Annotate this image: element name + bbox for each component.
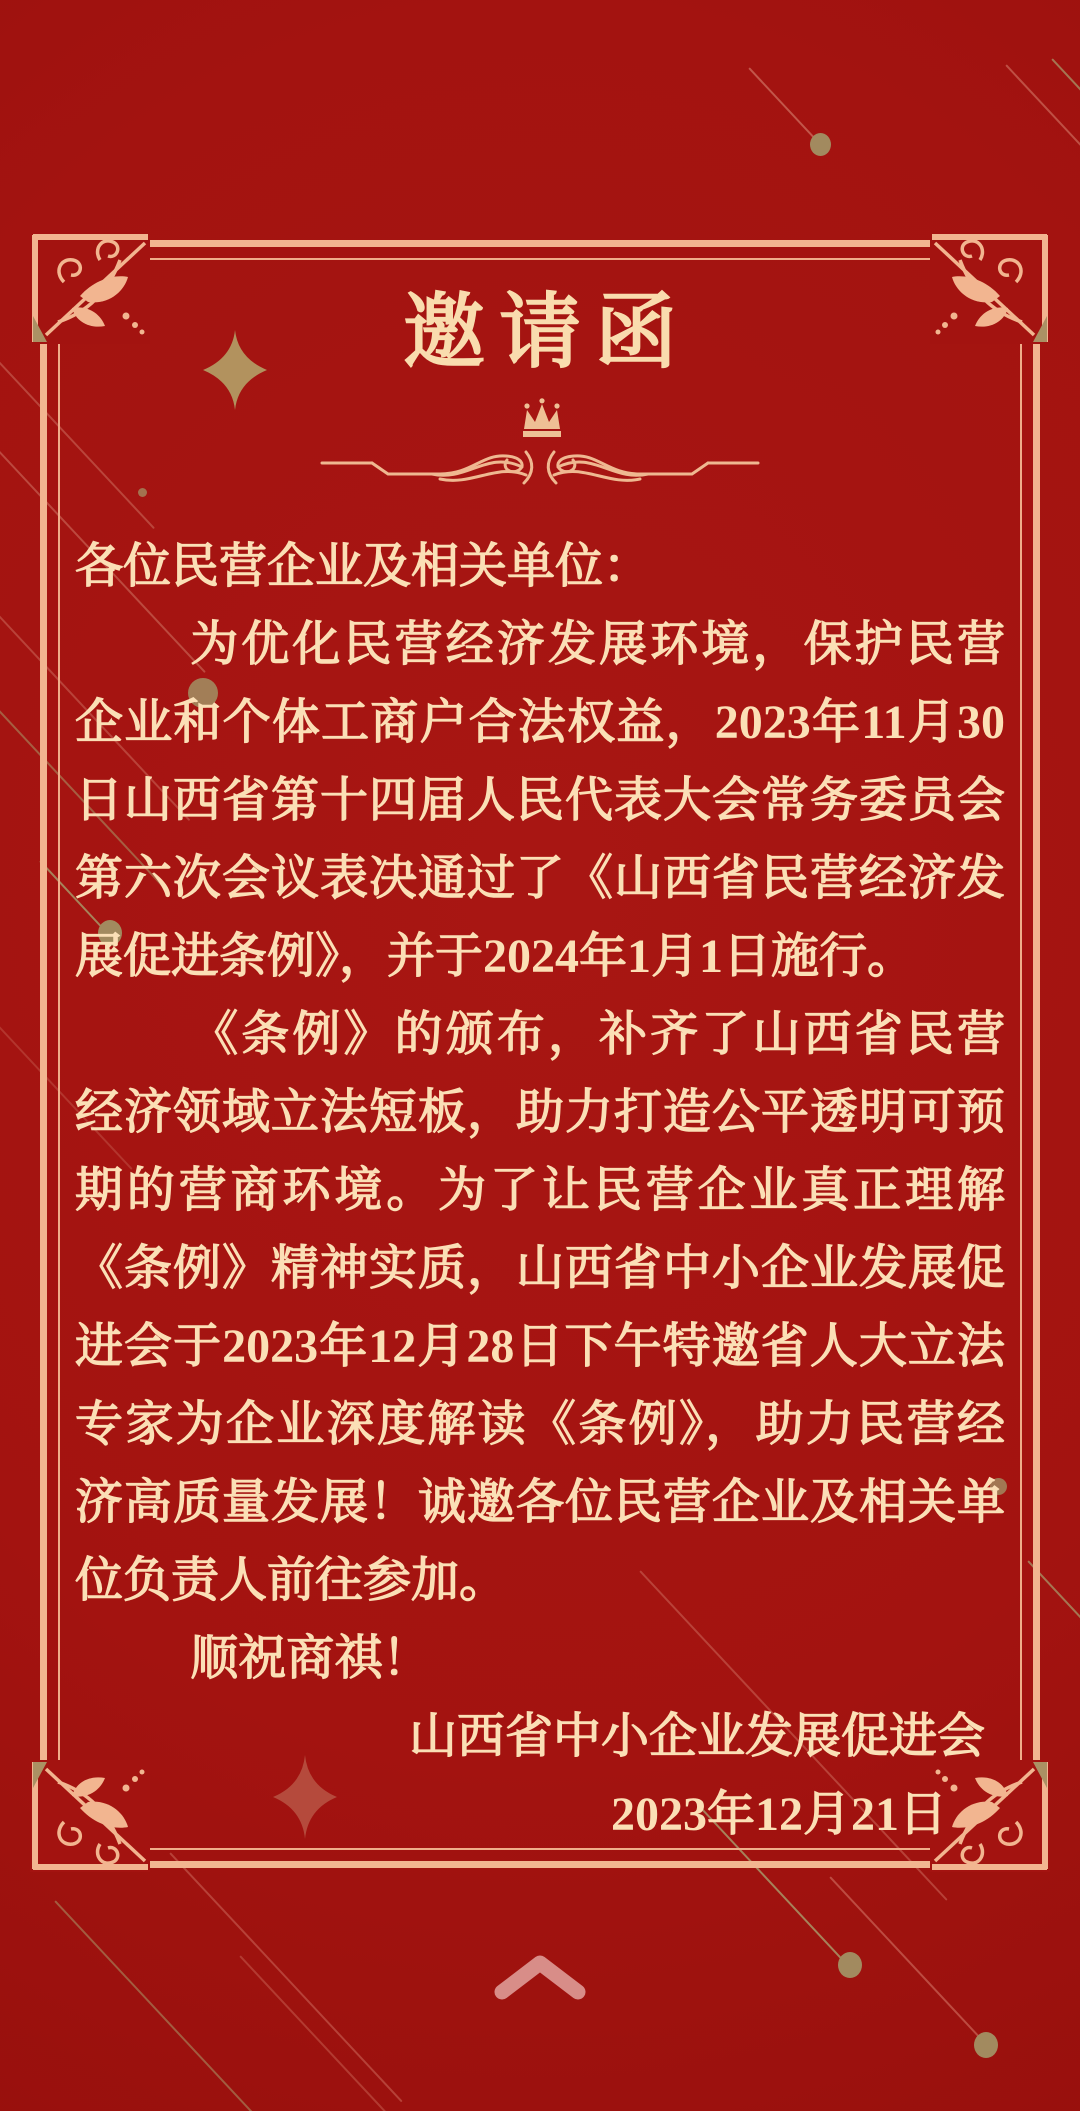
date-line: 2023年12月21日 — [610, 1788, 947, 1841]
gold-dot — [838, 1952, 862, 1978]
letter-body — [75, 528, 1005, 1854]
poster-title: 邀请函 — [402, 287, 691, 378]
flourish-divider-icon — [320, 442, 760, 494]
chevron-up-icon[interactable] — [492, 1950, 588, 2004]
streak-line — [239, 1955, 397, 2111]
streak-line — [169, 1852, 402, 2102]
salutation: 各位民营企业及相关单位： — [75, 540, 652, 593]
gold-dot — [974, 2032, 998, 2058]
streak-line — [54, 1900, 260, 2111]
paragraph: 《条例》的颁布，补齐了山西省民营经济领域立法短板，助力打造公平透明可预期的营商环境。为了让民营企业真正理解《条例》精神实质，山西省中小企业发展促进会于2023年12月28日下午特邀省人大立法专家为企业深度解读《条例》，助力民营经济高质量发展！诚邀各位民营企业及相关单位负责人前往参加。 — [75, 1008, 1005, 1607]
streak-line — [748, 67, 819, 143]
signature: 山西省中小企业发展促进会 — [408, 1710, 985, 1763]
crown-icon — [517, 398, 567, 440]
gold-dot — [810, 133, 831, 156]
sparkle-icon — [273, 1755, 337, 1839]
paragraph: 为优化民营经济发展环境，保护民营企业和个体工商户合法权益，2023年11月30日山西省第十四届人民代表大会常务委员会第六次会议表决通过了《山西省民营经济发展促进条例》，并于2024年1月1日施行。 — [75, 618, 1005, 983]
closing-line: 顺祝商祺！ — [190, 1632, 431, 1685]
streak-line — [1051, 58, 1080, 125]
